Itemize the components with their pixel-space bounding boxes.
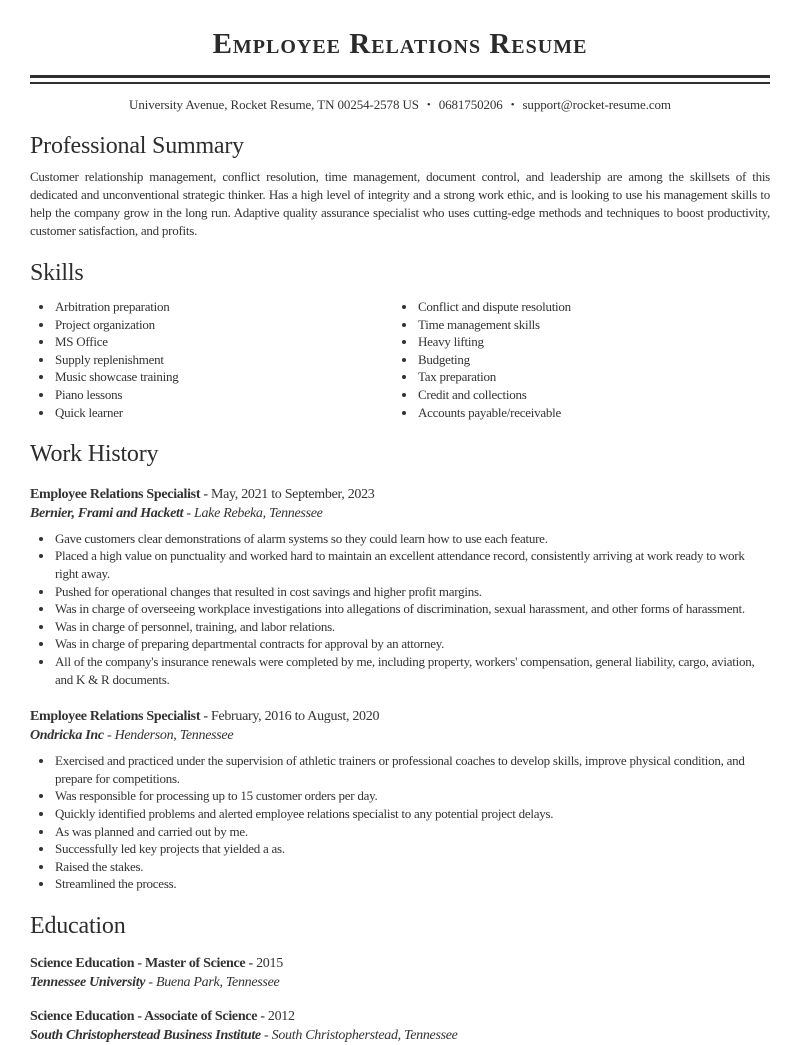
job-bullet: • As was planned and carried out by me.: [54, 823, 770, 841]
skills-column-right: [400, 298, 770, 421]
section-heading-education: Education: [30, 912, 126, 939]
education-school-separator: -: [260, 1027, 272, 1043]
education-school-line: [30, 1026, 770, 1045]
skill-item: • MS Office: [54, 333, 400, 351]
job-bullet: • Was in charge of preparing departmental contracts for approval by an attorney.: [54, 635, 770, 653]
contact-address: University Avenue, Rocket Resume, TN 00254-2578 US: [129, 97, 419, 113]
job-bullet: • Exercised and practiced under the supervision of athletic trainers or professional coaches to develop skills, improve physical condition, and prepare for competitions.: [54, 752, 770, 787]
section-heading-skills: Skills: [30, 260, 84, 287]
job-title-separator: -: [200, 709, 211, 725]
education-entry: [30, 1007, 770, 1045]
contact-phone: 0681750206: [438, 97, 503, 113]
job-location: Henderson, Tennessee: [114, 728, 234, 744]
contact-line: [30, 97, 770, 113]
job-company: Ondricka Inc: [30, 728, 104, 744]
contact-separator-dot: •: [426, 99, 431, 112]
contact-separator-dot: •: [510, 99, 515, 112]
education-degree-separator: -: [245, 955, 257, 971]
skill-item: • Music showcase training: [54, 368, 400, 386]
skill-item: • Credit and collections: [417, 386, 770, 404]
job-bullet: • Successfully led key projects that yielded a as.: [54, 840, 770, 858]
summary-text: Customer relationship management, conflict resolution, time management, document control, and leadership are among the skillsets of this dedicated and unconventional strategic thinker. Has a high level of integrity and a strong work ethic, and is looking to use his management skills to help the company grow in the long run. Adaptive quality assurance specialist who uses cutting-edge methods and techniques to boost productivity, customer satisfaction, and profits.: [30, 169, 770, 239]
skill-item: • Piano lessons: [54, 386, 400, 404]
skill-item: • Budgeting: [417, 351, 770, 369]
skill-item: • Tax preparation: [417, 368, 770, 386]
education-school-line: [30, 973, 770, 992]
education-degree: Science Education - Associate of Science: [30, 1008, 258, 1024]
job-bullet: • Raised the stakes.: [54, 858, 770, 876]
contact-email: support@rocket-resume.com: [522, 97, 671, 113]
skills-columns: [30, 298, 770, 421]
job-title-line: [30, 485, 770, 504]
job-title: Employee Relations Specialist: [30, 709, 201, 725]
job-bullet: • Quickly identified problems and alerted employee relations specialist to any potential project delays.: [54, 805, 770, 823]
job-bullet: • Was in charge of overseeing workplace investigations into allegations of discrimination, sexual harassment, and other forms of harassment.: [54, 600, 770, 618]
job-company-line: [30, 726, 770, 745]
job-bullet: • Streamlined the process.: [54, 875, 770, 893]
skills-column-left: [30, 298, 400, 421]
job-entry: [30, 707, 770, 893]
education-school-separator: -: [145, 974, 156, 990]
skill-item: • Quick learner: [54, 404, 400, 422]
job-bullet-list: [30, 530, 770, 688]
education-entry: [30, 954, 770, 992]
job-title: Employee Relations Specialist: [30, 486, 201, 502]
education-school: Tennessee University: [30, 974, 146, 990]
job-bullet: • Was responsible for processing up to 15 customer orders per day.: [54, 787, 770, 805]
education-location: South Christopherstead, Tennessee: [271, 1027, 458, 1043]
education-degree-line: [30, 954, 770, 973]
page-title: Employee Relations Resume: [212, 28, 588, 60]
section-heading-professional-summary: Professional Summary: [30, 133, 244, 160]
skill-item: • Arbitration preparation: [54, 298, 400, 316]
education-degree-separator: -: [257, 1008, 268, 1024]
job-title-line: [30, 707, 770, 726]
job-bullet-list: [30, 752, 770, 893]
job-company-separator: -: [183, 505, 194, 521]
skill-item: • Accounts payable/receivable: [417, 404, 770, 422]
education-degree: Science Education - Master of Science: [30, 955, 246, 971]
education-location: Buena Park, Tennessee: [155, 974, 280, 990]
section-heading-work-history: Work History: [30, 441, 159, 468]
job-company-line: [30, 504, 770, 523]
skill-item: • Project organization: [54, 316, 400, 334]
job-bullet: • Placed a high value on punctuality and worked hard to maintain an excellent attendance record, consistently arriving at work ready to work right away.: [54, 547, 770, 582]
job-company: Bernier, Frami and Hackett: [30, 505, 184, 521]
job-title-separator: -: [200, 486, 211, 502]
job-entry: [30, 485, 770, 688]
job-bullet: • Pushed for operational changes that resulted in cost savings and higher profit margins.: [54, 583, 770, 601]
education-degree-line: [30, 1007, 770, 1026]
skill-item: • Time management skills: [417, 316, 770, 334]
skill-item: • Conflict and dispute resolution: [417, 298, 770, 316]
job-bullet: • Was in charge of personnel, training, and labor relations.: [54, 618, 770, 636]
education-school: South Christopherstead Business Institute: [30, 1027, 261, 1043]
education-year: 2012: [267, 1008, 295, 1024]
job-company-separator: -: [103, 728, 115, 744]
skill-item: • Heavy lifting: [417, 333, 770, 351]
job-bullet: • Gave customers clear demonstrations of alarm systems so they could learn how to use each feature.: [54, 530, 770, 548]
education-year: 2015: [256, 955, 283, 971]
job-location: Lake Rebeka, Tennessee: [193, 505, 323, 521]
job-dates: February, 2016 to August, 2020: [210, 709, 380, 725]
skill-item: • Supply replenishment: [54, 351, 400, 369]
job-bullet: • All of the company's insurance renewals were completed by me, including property, workers' compensation, general liability, cargo, aviation, and K & R documents.: [54, 653, 770, 688]
header-double-rule: [30, 75, 770, 84]
job-dates: May, 2021 to September, 2023: [210, 486, 375, 502]
